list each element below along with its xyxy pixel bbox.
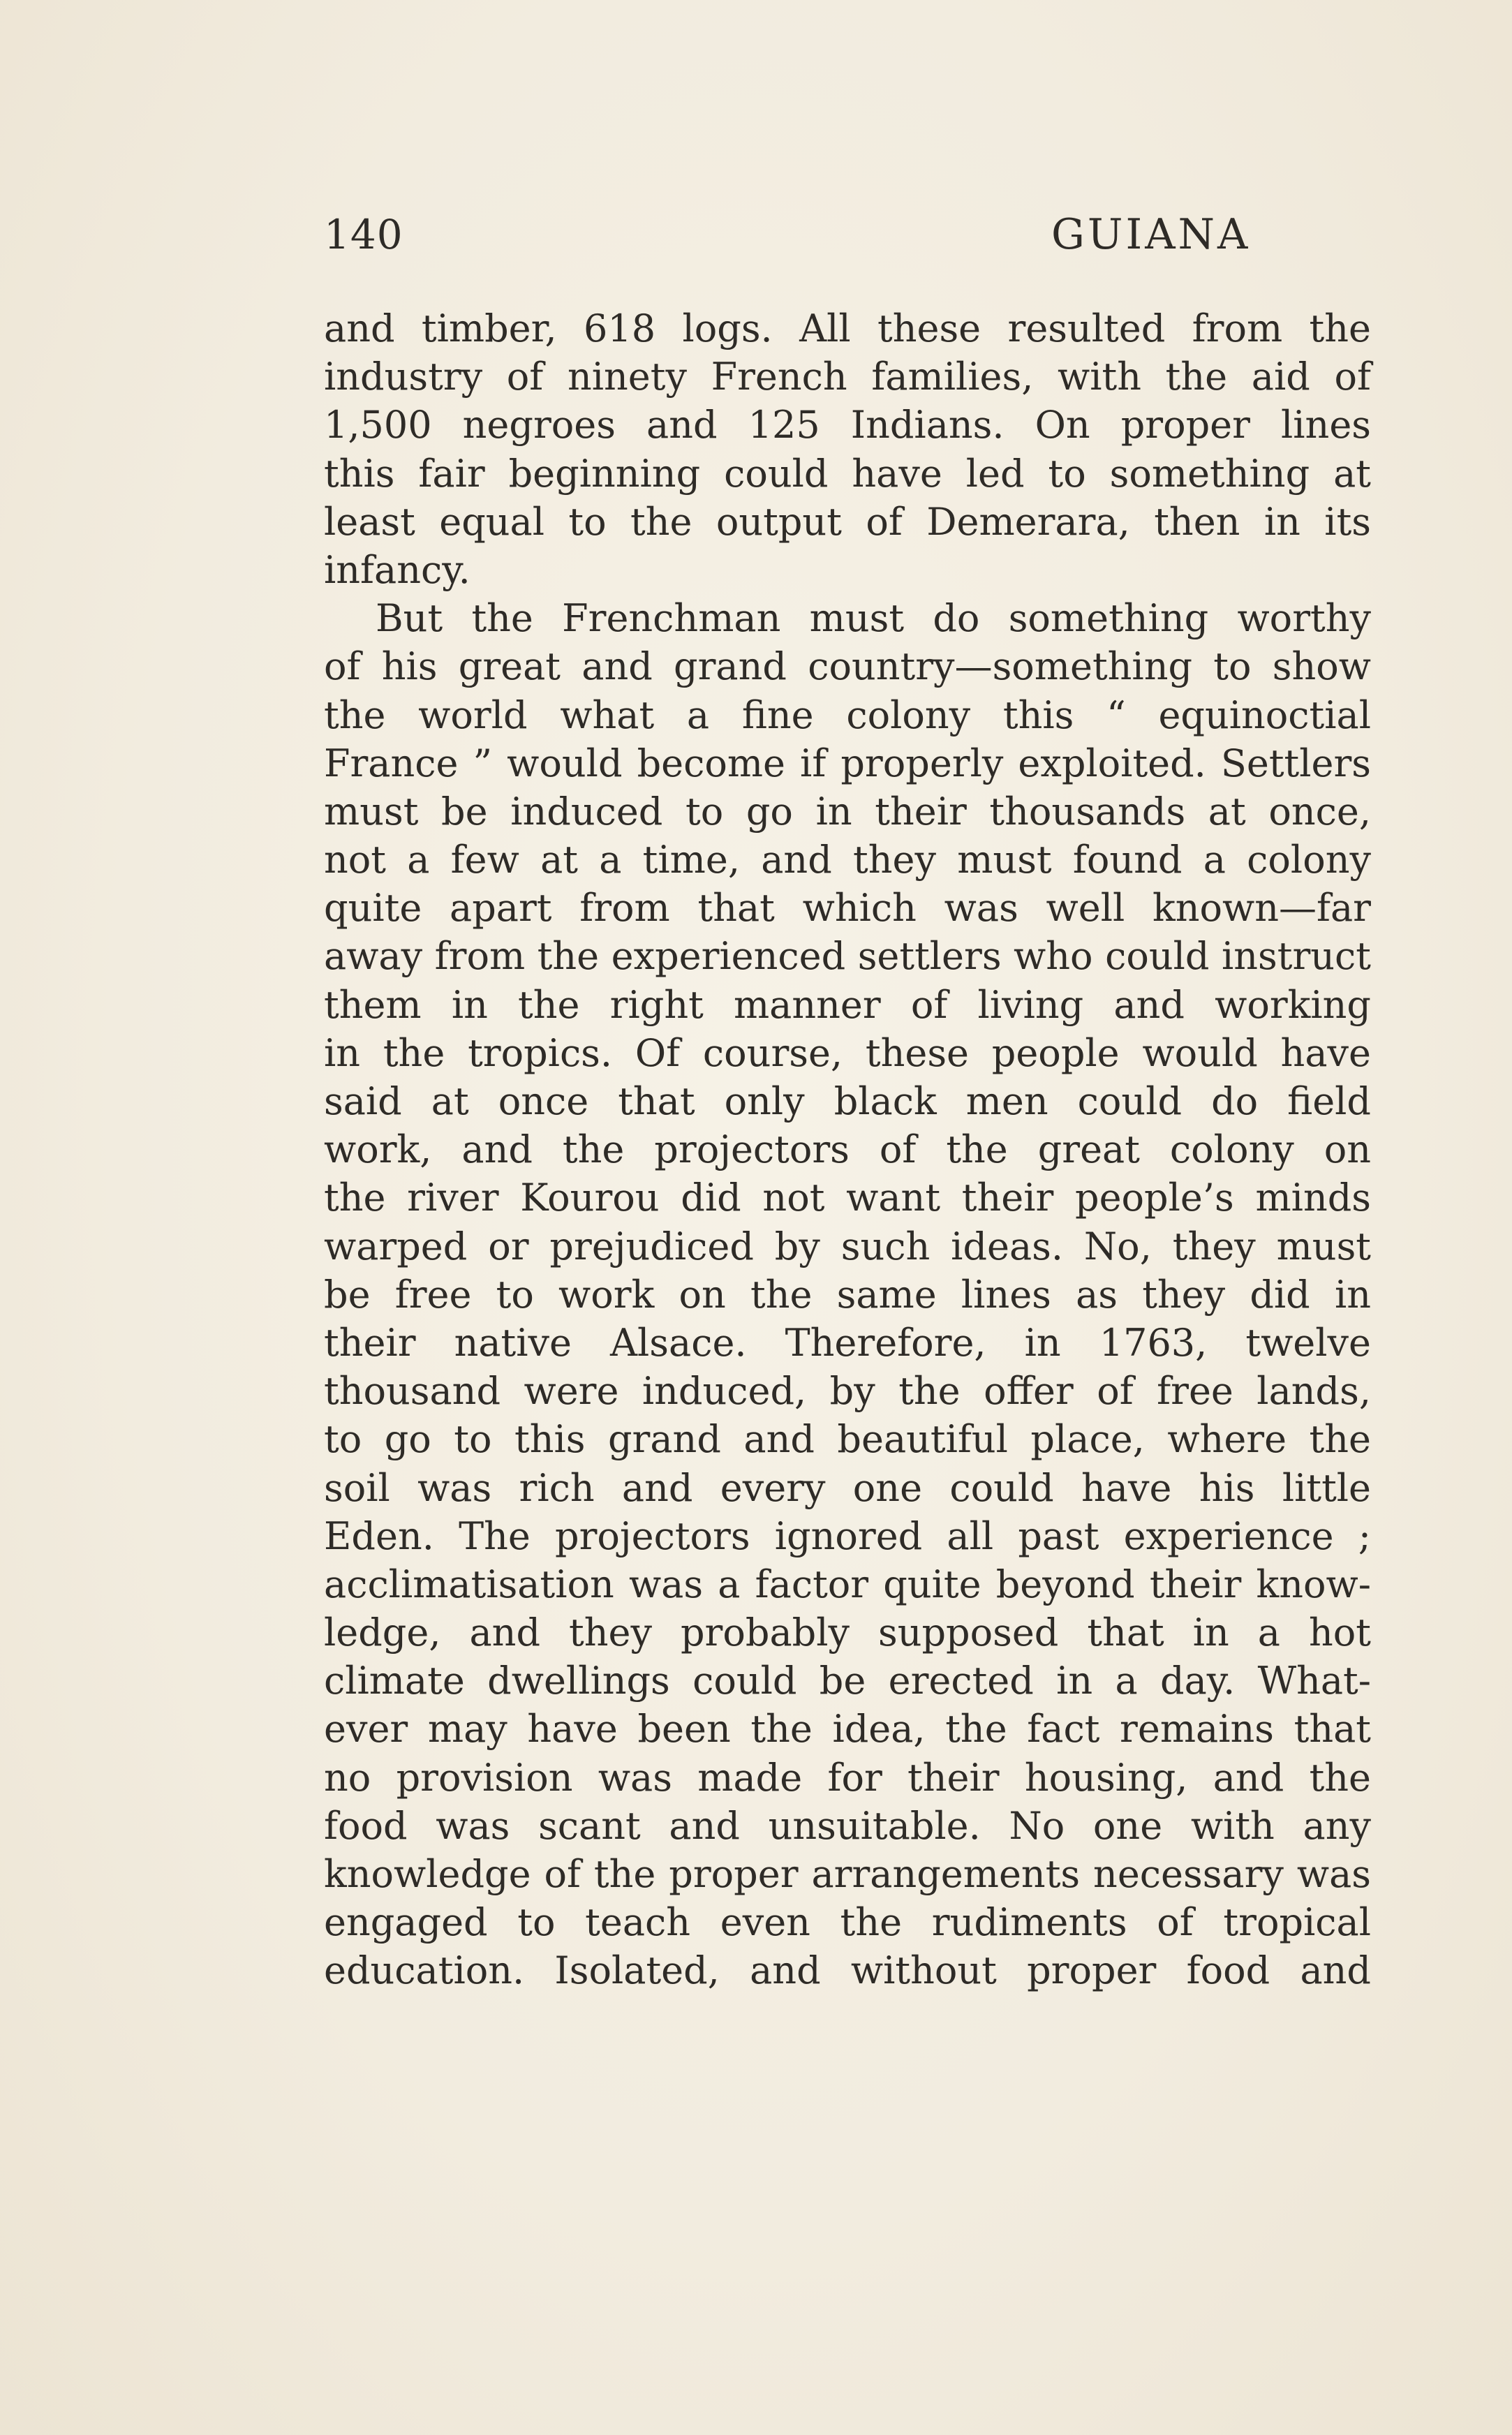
text-line: ledge, and they probably supposed that in a hot (324, 1611, 1371, 1655)
text-line: the world what a fine colony this “ equinoctial (324, 693, 1371, 737)
text-line: said at once that only black men could do field (324, 1079, 1371, 1123)
text-line: education. Isolated, and without proper food and (324, 1948, 1371, 1993)
text-line: France ” would become if properly exploited. Settlers (324, 741, 1371, 785)
text-line: be free to work on the same lines as they did in (324, 1272, 1371, 1317)
text-line: industry of ninety French families, with the aid of (324, 355, 1371, 399)
text-line: thousand were induced, by the offer of free lands, (324, 1369, 1371, 1414)
text-line: to go to this grand and beautiful place, where the (324, 1417, 1371, 1462)
text-line: food was scant and unsuitable. No one with any (324, 1803, 1371, 1848)
text-line: acclimatisation was a factor quite beyond their know- (324, 1562, 1371, 1606)
text-line: no provision was made for their housing, and the (324, 1755, 1371, 1800)
paragraph (324, 594, 1371, 1994)
text-line: away from the experienced settlers who could instruct (324, 934, 1371, 979)
text-line: ever may have been the idea, the fact remains that (324, 1707, 1371, 1752)
text-line: 1,500 negroes and 125 Indians. On proper lines (324, 403, 1371, 447)
text-line: least equal to the output of Demerara, then in its (324, 499, 1371, 544)
text-line: them in the right manner of living and working (324, 982, 1371, 1027)
text-line: quite apart from that which was well known—far (324, 886, 1371, 931)
text-line: the river Kourou did not want their people’s minds (324, 1176, 1371, 1220)
running-title: GUIANA (1051, 210, 1251, 259)
text-line: knowledge of the proper arrangements necessary was (324, 1852, 1371, 1896)
text-line: work, and the projectors of the great colony on (324, 1127, 1371, 1172)
text-line: Eden. The projectors ignored all past experience ; (324, 1513, 1371, 1558)
text-line: But the Frenchman must do something worthy (376, 596, 1371, 641)
text-line: warped or prejudiced by such ideas. No, they must (324, 1224, 1371, 1268)
text-line: this fair beginning could have led to something at (324, 451, 1371, 496)
text-line: climate dwellings could be erected in a day. What- (324, 1659, 1371, 1703)
text-line: engaged to teach even the rudiments of tropical (324, 1900, 1371, 1945)
text-line: must be induced to go in their thousands at once, (324, 789, 1371, 834)
text-line: infancy. (324, 547, 470, 592)
paragraph (324, 304, 1371, 594)
body-text (324, 304, 1371, 1995)
text-line: of his great and grand country—something to show (324, 644, 1371, 689)
page-number: 140 (324, 211, 403, 258)
text-line: soil was rich and every one could have his little (324, 1465, 1371, 1510)
text-line: and timber, 618 logs. All these resulted from the (324, 306, 1371, 350)
running-head (324, 207, 1371, 262)
text-line: not a few at a time, and they must found a colony (324, 838, 1371, 882)
text-line: their native Alsace. Therefore, in 1763, twelve (324, 1320, 1371, 1365)
text-line: in the tropics. Of course, these people would have (324, 1030, 1371, 1075)
